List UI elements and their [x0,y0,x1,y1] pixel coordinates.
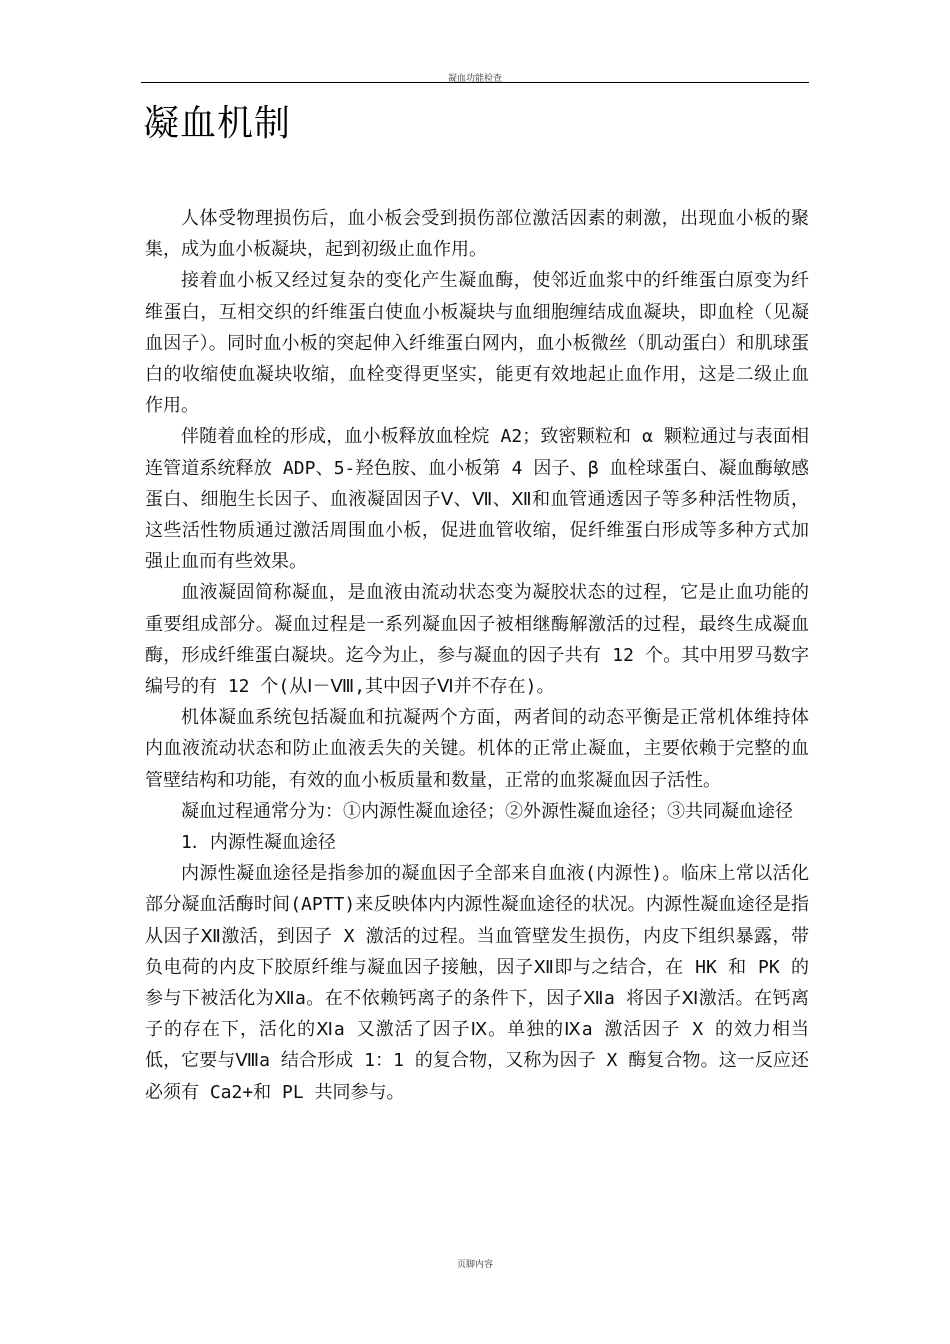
page-title: 凝血机制 [143,103,292,144]
paragraph: 人体受物理损伤后，血小板会受到损伤部位激活因素的刺激，出现血小板的聚集，成为血小板凝块，起到初级止血作用。 [145,208,809,261]
paragraph: 接着血小板又经过复杂的变化产生凝血酶，使邻近血浆中的纤维蛋白原变为纤维蛋白，互相交织的纤维蛋白使血小板凝块与血细胞缠结成血凝块，即血栓（见凝血因子）。同时血小板的突起伸入纤维蛋白网内，血小板微丝（肌动蛋白）和肌球蛋白的收缩使血凝块收缩，血栓变得更坚实，能更有效地起止血作用，这是二级止血作用。 [145,270,809,417]
body-text [145,203,809,1108]
paragraph: 内源性凝血途径是指参加的凝血因子全部来自血液(内源性)。临床上常以活化部分凝血活酶时间(APTT)来反映体内内源性凝血途径的状况。内源性凝血途径是指从因子Ⅻ激活，到因子 X 激活的过程。当血管壁发生损伤，内皮下组织暴露，带负电荷的内皮下胶原纤维与凝血因子接触，因子Ⅻ即与之结合，在 HK 和 PK 的参与下被活化为Ⅻa。在不依赖钙离子的条件下，因子Ⅻa 将因子Ⅺ激活。在钙离子的存在下，活化的Ⅺa 又激活了因子Ⅸ。单独的Ⅸa 激活因子 X 的效力相当低，它要与Ⅷa 结合形成 1：1 的复合物，又称为因子 X 酶复合物。这一反应还必须有 Ca2+和 PL 共同参与。 [145,863,809,1103]
paragraph: 机体凝血系统包括凝血和抗凝两个方面，两者间的动态平衡是正常机体维持体内血液流动状态和防止血液丢失的关键。机体的正常止凝血，主要依赖于完整的血管壁结构和功能，有效的血小板质量和数量，正常的血浆凝血因子活性。 [145,707,809,791]
paragraph: 凝血过程通常分为：①内源性凝血途径；②外源性凝血途径；③共同凝血途径 [181,800,793,822]
paragraph: 伴随着血栓的形成，血小板释放血栓烷 A2；致密颗粒和 α 颗粒通过与表面相连管道系统释放 ADP、5-羟色胺、血小板第 4 因子、β 血栓球蛋白、凝血酶敏感蛋白、细胞生长因子、血液凝固因子Ⅴ、Ⅶ、Ⅻ和血管通透因子等多种活性物质，这些活性物质通过激活周围血小板，促进血管收缩，促纤维蛋白形成等多种方式加强止血而有些效果。 [145,426,809,573]
running-footer: 页脚内容 [456,1260,493,1270]
header-rule [141,82,809,83]
section-heading: 1．内源性凝血途径 [181,832,336,854]
paragraph: 血液凝固简称凝血，是血液由流动状态变为凝胶状态的过程，它是止血功能的重要组成部分。凝血过程是一系列凝血因子被相继酶解激活的过程，最终生成凝血酶，形成纤维蛋白凝块。迄今为止，参与凝血的因子共有 12 个。其中用罗马数字编号的有 12 个(从Ⅰ－Ⅷ,其中因子Ⅵ并不存在)。 [145,582,809,698]
running-header: 凝血功能检查 [447,74,502,84]
